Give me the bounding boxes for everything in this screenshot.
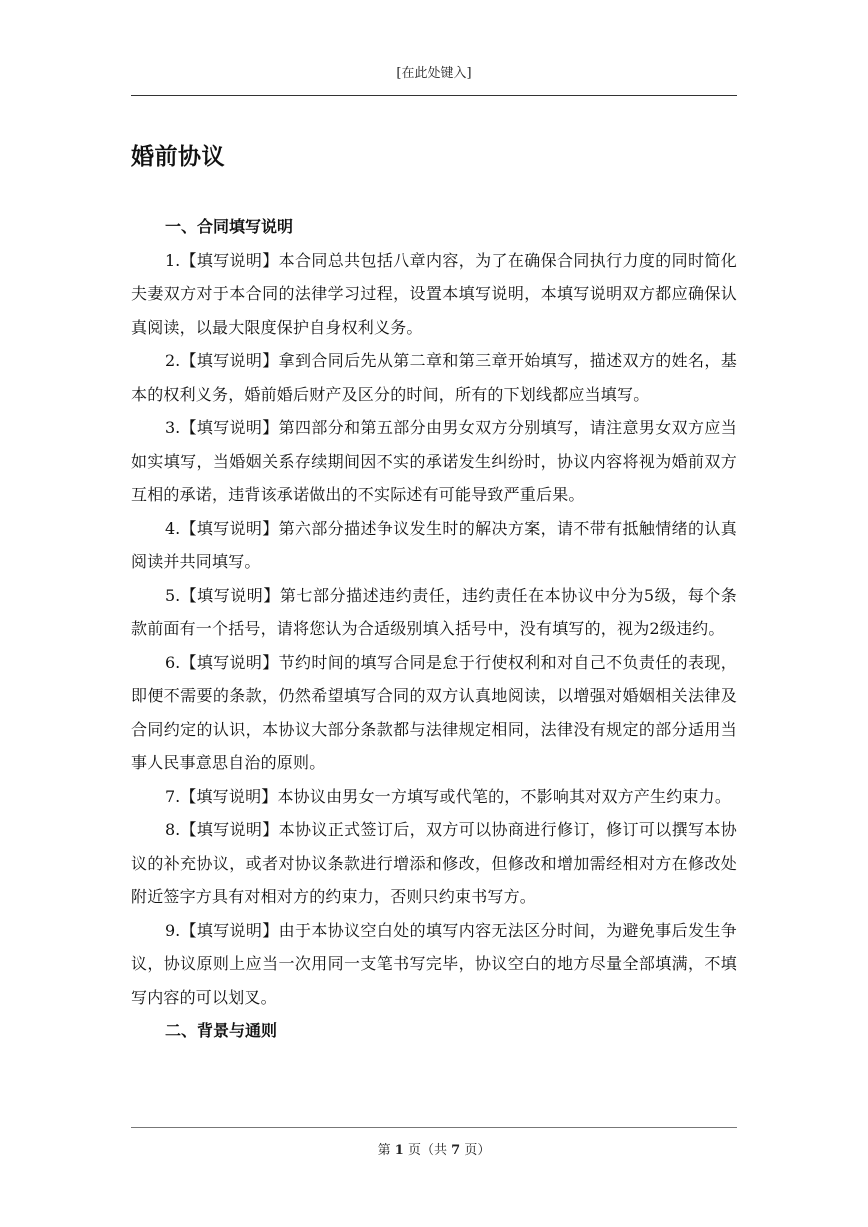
document-body — [131, 210, 737, 1048]
list-item — [131, 914, 737, 1015]
list-item-text: 【填写说明】第七部分描述违约责任，违约责任在本协议中分为5级，每个条款前面有一个括号，请将您认为合适级别填入括号中，没有填写的，视为2级违约。 — [131, 585, 737, 638]
list-item — [131, 244, 737, 345]
section-heading-instructions: 一、合同填写说明 — [165, 217, 294, 236]
list-item — [131, 512, 737, 579]
list-item-number: 8. — [165, 820, 181, 839]
footer-suffix: 页） — [464, 1143, 491, 1158]
document-title: 婚前协议 — [131, 144, 225, 170]
footer-prefix: 第 — [377, 1143, 391, 1158]
list-item — [131, 411, 737, 512]
list-item-number: 6. — [165, 652, 181, 672]
list-item-text: 【填写说明】由于本协议空白处的填写内容无法区分时间，为避免事后发生争议，协议原则上应当一次用同一支笔书写完毕，协议空白的地方尽量全部填满，不填写内容的可以划叉。 — [131, 920, 737, 1007]
list-item-number: 9. — [165, 920, 181, 940]
page-footer — [0, 1139, 868, 1158]
list-item-text: 【填写说明】本协议由男女一方填写或代笔的，不影响其对双方产生约束力。 — [180, 786, 732, 806]
list-item — [131, 646, 737, 780]
list-item-number: 2. — [165, 351, 181, 370]
list-item — [131, 813, 737, 914]
list-item — [131, 344, 737, 411]
header-divider — [131, 95, 737, 96]
footer-total-pages: 7 — [451, 1143, 461, 1158]
list-item-text: 【填写说明】第六部分描述争议发生时的解决方案，请不带有抵触情绪的认真阅读并共同填写。 — [131, 518, 737, 571]
list-item-text: 【填写说明】本合同总共包括八章内容，为了在确保合同执行力度的同时简化夫妻双方对于本合同的法律学习过程，设置本填写说明，本填写说明双方都应确保认真阅读，以最大限度保护自身权利义务。 — [131, 250, 737, 337]
list-item-number: 5. — [165, 585, 181, 605]
section-heading-background: 二、背景与通则 — [165, 1021, 278, 1040]
list-item — [131, 579, 737, 646]
list-item-text: 【填写说明】拿到合同后先从第二章和第三章开始填写，描述双方的姓名，基本的权利义务，婚前婚后财产及区分的时间，所有的下划线都应当填写。 — [131, 351, 737, 404]
footer-middle: 页（共 — [407, 1143, 447, 1158]
footer-divider — [131, 1127, 737, 1128]
page-header: [在此处键入] — [396, 66, 472, 81]
list-item-number: 3. — [165, 418, 181, 437]
list-item — [131, 780, 737, 814]
list-item-text: 【填写说明】节约时间的填写合同是怠于行使权利和对自己不负责任的表现，即便不需要的条款，仍然希望填写合同的双方认真地阅读，以增强对婚姻相关法律及合同约定的认识，本协议大部分条款都与法律规定相同，法律没有规定的部分适用当事人民事意思自治的原则。 — [131, 652, 737, 772]
list-item-number: 4. — [165, 518, 181, 538]
list-item-number: 7. — [165, 786, 181, 806]
list-item-text: 【填写说明】第四部分和第五部分由男女双方分别填写，请注意男女双方应当如实填写，当婚姻关系存续期间因不实的承诺发生纠纷时，协议内容将视为婚前双方互相的承诺，违背该承诺做出的不实际述有可能导致严重后果。 — [131, 418, 737, 504]
footer-page-number: 1 — [394, 1143, 404, 1158]
list-item-number: 1. — [165, 250, 181, 270]
list-item-text: 【填写说明】本协议正式签订后，双方可以协商进行修订，修订可以撰写本协议的补充协议，或者对协议条款进行增添和修改，但修改和增加需经相对方在修改处附近签字方具有对相对方的约束力，否则只约束书写方。 — [131, 820, 737, 906]
